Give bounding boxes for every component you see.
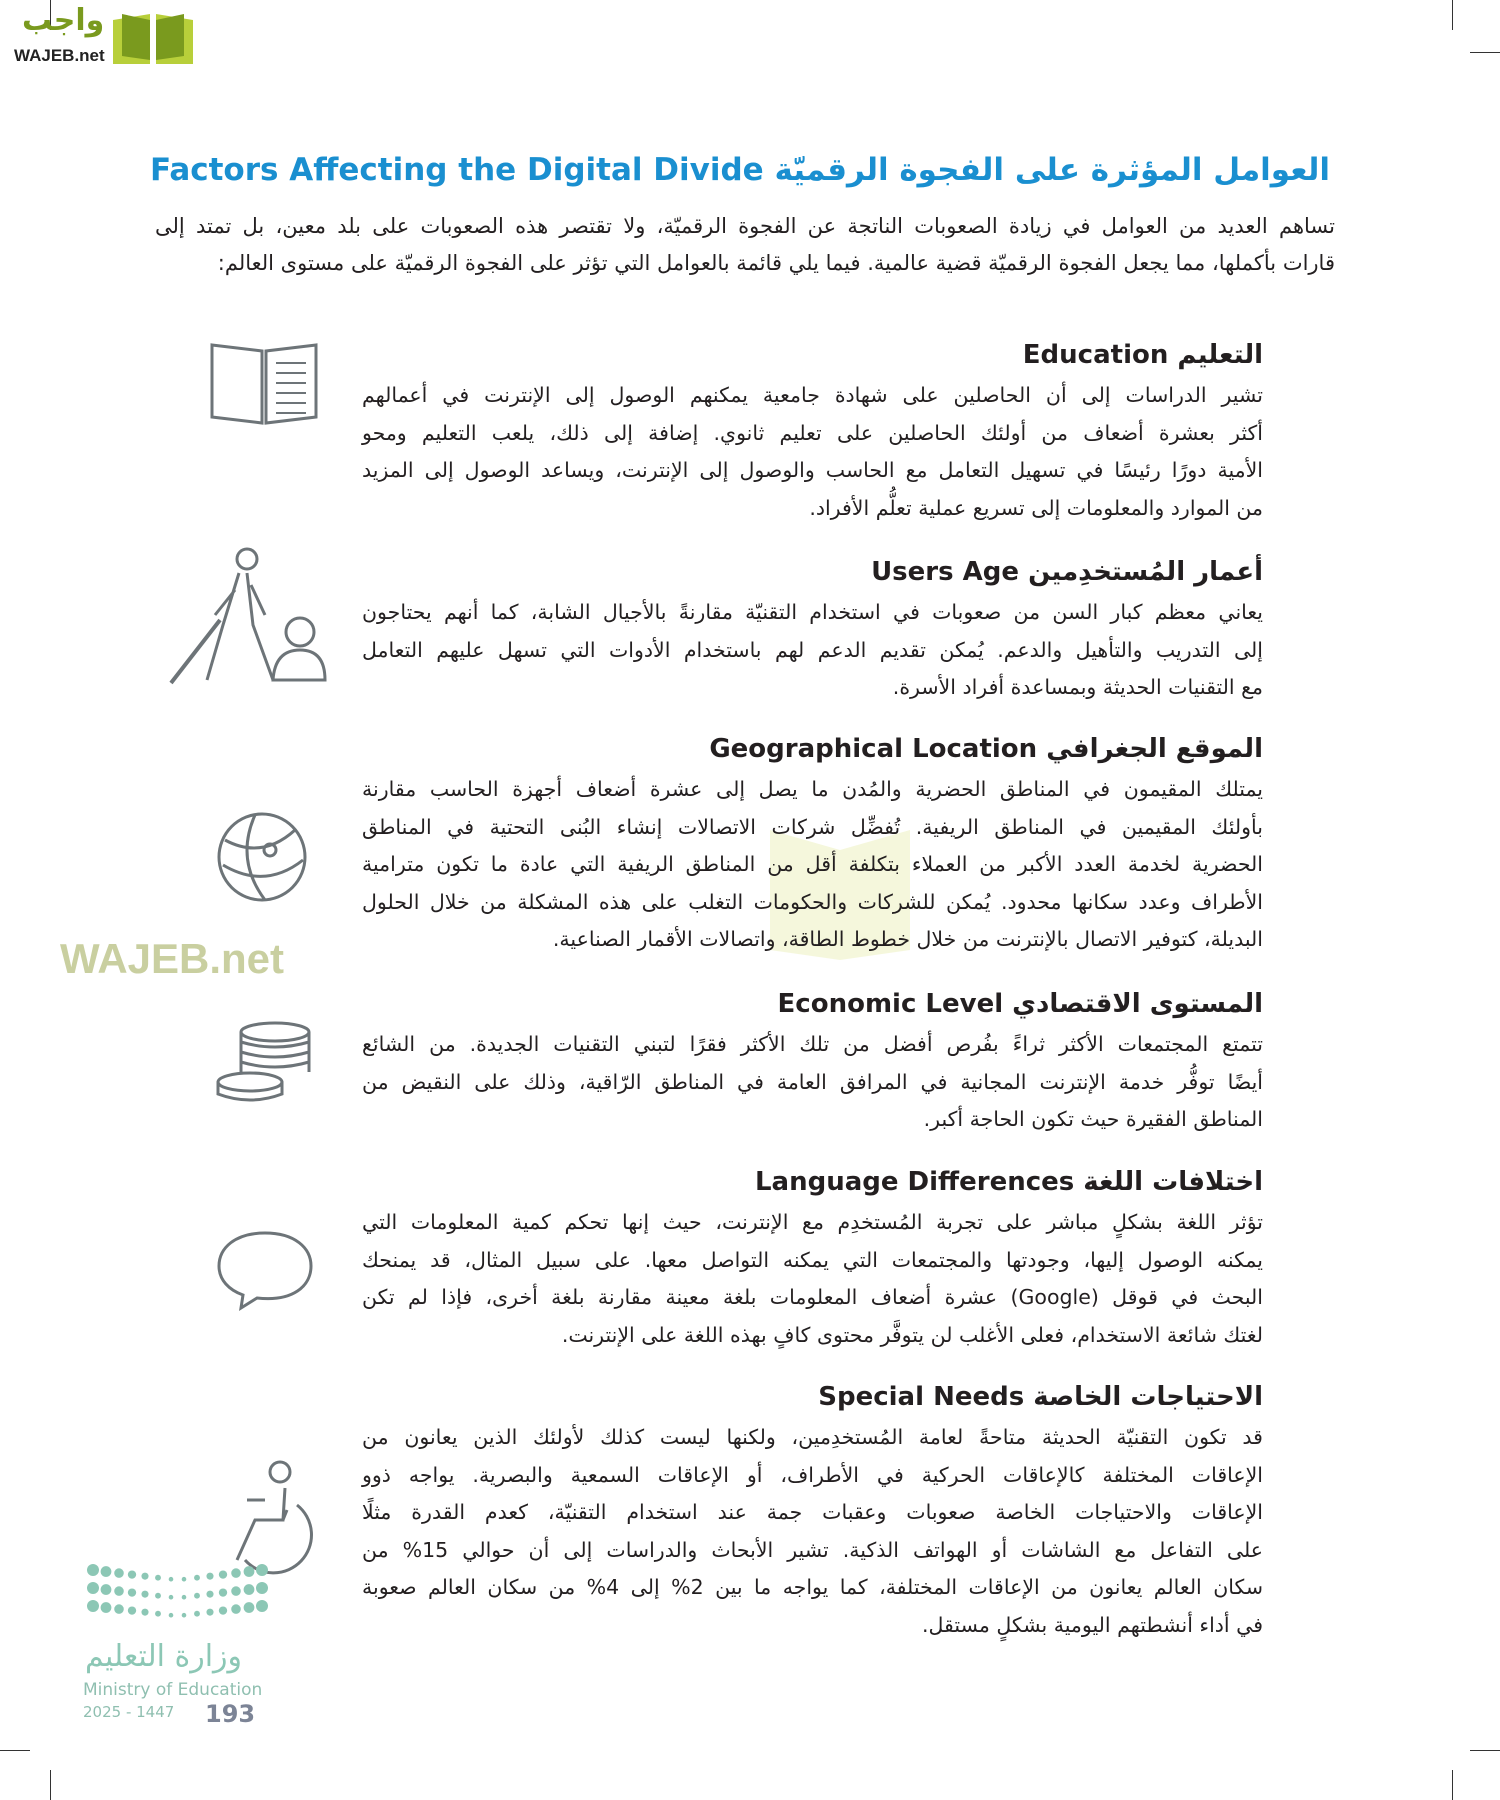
- page-title: العوامل المؤثرة على الفجوة الرقميّة Factors Affecting the Digital Divide: [149, 152, 1330, 188]
- paragraph-line: الإعاقات المختلفة كالإعاقات الحركية في الأطراف، أو الإعاقات السمعية والبصرية. يواجه ذوو: [362, 1462, 1263, 1487]
- logo-dot: [244, 1566, 255, 1577]
- paragraph-line: البحث في قوقل (Google) عشرة أضعاف المعلومات بلغة معينة مقارنة بلغة أخرى، فإذا لم تكن: [362, 1285, 1264, 1309]
- logo-dot: [231, 1604, 241, 1614]
- section-paragraph: [362, 1026, 1263, 1139]
- elderly-person-icon: [165, 545, 330, 685]
- crop-mark: [1452, 1770, 1453, 1800]
- logo-dot: [141, 1609, 148, 1616]
- paragraph-line: الأمية دورًا رئيسًا في تسهيل التعامل مع الحاسب والوصول إلى الإنترنت، ويساعد الوصول إلى المزيد: [362, 458, 1263, 482]
- page-number: 193: [205, 1700, 256, 1728]
- paragraph-line: بأولئك المقيمين في المناطق الريفية. تُفضِّل شركات الاتصالات إنشاء البُنى التحتية في المناطق: [362, 814, 1263, 839]
- paragraph-line: إلى التدريب والتأهيل والدعم. يُمكن تقديم الدعم لهم باستخدام الأدوات التي تسهل عليهم التعامل: [362, 637, 1263, 662]
- paragraph-line: في أداء أنشطتهم اليومية بشكلٍ مستقل.: [922, 1612, 1263, 1637]
- paragraph-line: تتمتع المجتمعات الأكثر ثراءً بفُرص أفضل من تلك الأكثر فقرًا لتبني التقنيات الجديدة. من الشائع: [362, 1032, 1263, 1056]
- logo-dot: [194, 1611, 200, 1617]
- section-heading: اختلافات اللغة Language Differences: [754, 1167, 1263, 1197]
- logo-dot: [231, 1568, 241, 1578]
- logo-dot: [141, 1573, 148, 1580]
- coins-icon: [215, 1020, 315, 1105]
- paragraph-line: الأطراف وعدد سكانها محدود. يُمكن للشركات والحكومات التغلب على هذه المشكلة من خلال الحلول: [362, 889, 1263, 914]
- book-icon: [208, 341, 320, 426]
- logo-latin: WAJEB.net: [14, 46, 105, 65]
- paragraph-line: يمكنه الوصول إليها، وجودتها والمجتمعات التي يمكنه التواصل معها. على سبيل المثال، قد يمنحك: [362, 1247, 1263, 1272]
- edition-year: 2025 - 1447: [83, 1703, 175, 1721]
- logo-dot: [155, 1593, 161, 1599]
- paragraph-line: الإعاقات والاحتياجات الخاصة صعوبات وعقبات جمة عند استخدام التقنيّة، كعدم القدرة مثلًا: [362, 1500, 1263, 1524]
- paragraph-line: يعاني معظم كبار السن من صعوبات في استخدام التقنيّة مقارنةً بالأجيال الشابة، كما أنهم يحتاجون: [362, 600, 1263, 624]
- paragraph-line: أيضًا توفُّر خدمة الإنترنت المجانية في المرافق العامة في المناطق الرّاقية، وذلك على النقيض من: [362, 1069, 1263, 1094]
- section-paragraph: [362, 771, 1263, 959]
- logo-dot: [206, 1609, 213, 1616]
- logo-dot: [182, 1595, 187, 1600]
- logo-dot: [256, 1582, 268, 1594]
- wajeb-logo: [8, 2, 198, 68]
- logo-dot: [231, 1586, 241, 1596]
- paragraph-line: سكان العالم يعانون من الإعاقات المختلفة، كما يواجه ما بين 2% إلى 4% من سكان العالم صعوبة: [362, 1575, 1263, 1599]
- paragraph-line: على التفاعل مع الشاشات أو الهواتف الذكية. تشير الأبحاث والدراسات إلى أن حوالي 15% من: [362, 1537, 1263, 1562]
- section-paragraph: [362, 377, 1263, 527]
- logo-dot: [219, 1606, 227, 1614]
- logo-dot: [169, 1613, 174, 1618]
- section: [362, 550, 1263, 727]
- speech-bubble-icon: [215, 1228, 315, 1313]
- logo-dot: [155, 1611, 161, 1617]
- ministry-name-arabic: وزارة التعليم: [85, 1639, 243, 1674]
- section-heading: الاحتياجات الخاصة Special Needs: [818, 1382, 1263, 1412]
- crop-mark: [50, 1770, 51, 1800]
- section: [362, 1375, 1263, 1644]
- logo-dot: [182, 1613, 187, 1618]
- logo-dot: [128, 1606, 136, 1614]
- paragraph-line: الحضرية لخدمة العدد الأكبر من العملاء بتكلفة أقل من المناطق الريفية التي عادة ما تكون مترامية: [362, 852, 1263, 876]
- section-heading: أعمار المُستخدِمين Users Age: [871, 557, 1263, 587]
- logo-dot: [141, 1591, 148, 1598]
- paragraph-line: لغتك شائعة الاستخدام، فعلى الأغلب لن يتوفَّر محتوى كافٍ بهذه اللغة على الإنترنت.: [561, 1322, 1263, 1347]
- logo-dot: [219, 1588, 227, 1596]
- logo-dot: [194, 1575, 200, 1581]
- logo-dot: [244, 1584, 255, 1595]
- intro-paragraph: [155, 208, 1335, 333]
- logo-dot: [194, 1593, 200, 1599]
- paragraph-line: المناطق الفقيرة حيث تكون الحاجة أكبر.: [923, 1107, 1263, 1131]
- logo-dot: [182, 1577, 187, 1582]
- logo-dot: [101, 1584, 112, 1595]
- ministry-logo-dots: [85, 1560, 270, 1630]
- watermark-text: WAJEB.net: [60, 935, 285, 982]
- logo-dot: [114, 1586, 124, 1596]
- content-flow: [0, 208, 1500, 1644]
- section-paragraph: [362, 594, 1263, 707]
- paragraph-line: أكثر بعشرة أضعاف من أولئك الحاصلين على تعليم ثانوي. إضافة إلى ذلك، يلعب التعليم ومحو: [362, 420, 1263, 445]
- logo-dot: [206, 1573, 213, 1580]
- globe-icon: [215, 810, 310, 905]
- section: [362, 1160, 1263, 1375]
- logo-dot: [87, 1600, 99, 1612]
- logo-dot: [219, 1570, 227, 1578]
- logo-dot: [128, 1588, 136, 1596]
- logo-dot: [114, 1568, 124, 1578]
- logo-dot: [101, 1602, 112, 1613]
- logo-dot: [169, 1595, 174, 1600]
- section-heading: المستوى الاقتصادي Economic Level: [777, 989, 1263, 1019]
- paragraph-line: مع التقنيات الحديثة وبمساعدة أفراد الأسرة.: [892, 675, 1263, 699]
- logo-dot: [169, 1577, 174, 1582]
- section: [362, 982, 1263, 1160]
- logo-dot: [114, 1604, 124, 1614]
- logo-dot: [128, 1570, 136, 1578]
- intro-line: قارات بأكملها، مما يجعل الفجوة الرقميّة قضية عالمية. فيما يلي قائمة بالعوامل التي تؤثر على الفجوة الرقميّة على مستوى العالم:: [217, 251, 1335, 275]
- section-paragraph: [362, 1419, 1263, 1644]
- crop-mark: [1470, 52, 1500, 53]
- paragraph-line: يمتلك المقيمون في المناطق الحضرية والمُدن ما يصل إلى عشرة أضعاف أجهزة الحاسب مقارنة: [362, 777, 1263, 801]
- logo-dot: [256, 1600, 268, 1612]
- logo-dot: [244, 1602, 255, 1613]
- paragraph-line: البديلة، كتوفير الاتصال بالإنترنت من خلال خطوط الطاقة، واتصالات الأقمار الصناعية.: [552, 927, 1263, 951]
- logo-arabic: واجب: [22, 3, 105, 38]
- logo-dot: [101, 1566, 112, 1577]
- intro-line: تساهم العديد من العوامل في زيادة الصعوبات الناتجة عن الفجوة الرقميّة، ولا تقتصر هذه الصعوبات على بلد معين، بل تمتد إلى: [155, 214, 1335, 238]
- crop-mark: [0, 1750, 30, 1751]
- ministry-name-english: Ministry of Education: [83, 1680, 263, 1700]
- logo-dot: [87, 1564, 99, 1576]
- crop-mark: [1452, 0, 1453, 30]
- paragraph-line: من الموارد والمعلومات إلى تسريع عملية تعلُّم الأفراد.: [809, 495, 1263, 520]
- section-paragraph: [362, 1204, 1263, 1354]
- logo-dot: [87, 1582, 99, 1594]
- section-heading: التعليم Education: [1022, 340, 1263, 370]
- book-logo-icon: [108, 6, 198, 66]
- section: [362, 727, 1263, 982]
- logo-dot: [256, 1564, 268, 1576]
- logo-dot: [206, 1591, 213, 1598]
- section: [362, 333, 1263, 550]
- paragraph-line: تؤثر اللغة بشكلٍ مباشر على تجربة المُستخدِم مع الإنترنت، حيث إنها تحكم كمية المعلومات التي: [362, 1210, 1263, 1234]
- section-heading: الموقع الجغرافي Geographical Location: [709, 734, 1263, 764]
- logo-dot: [155, 1575, 161, 1581]
- paragraph-line: قد تكون التقنيّة الحديثة متاحةً لعامة المُستخدِمين، ولكنها ليست كذلك لأولئك الذين يعانون من: [362, 1425, 1263, 1449]
- paragraph-line: تشير الدراسات إلى أن الحاصلين على شهادة جامعية يمكنهم الوصول إلى الإنترنت في أعمالهم: [362, 383, 1263, 407]
- crop-mark: [1470, 1750, 1500, 1751]
